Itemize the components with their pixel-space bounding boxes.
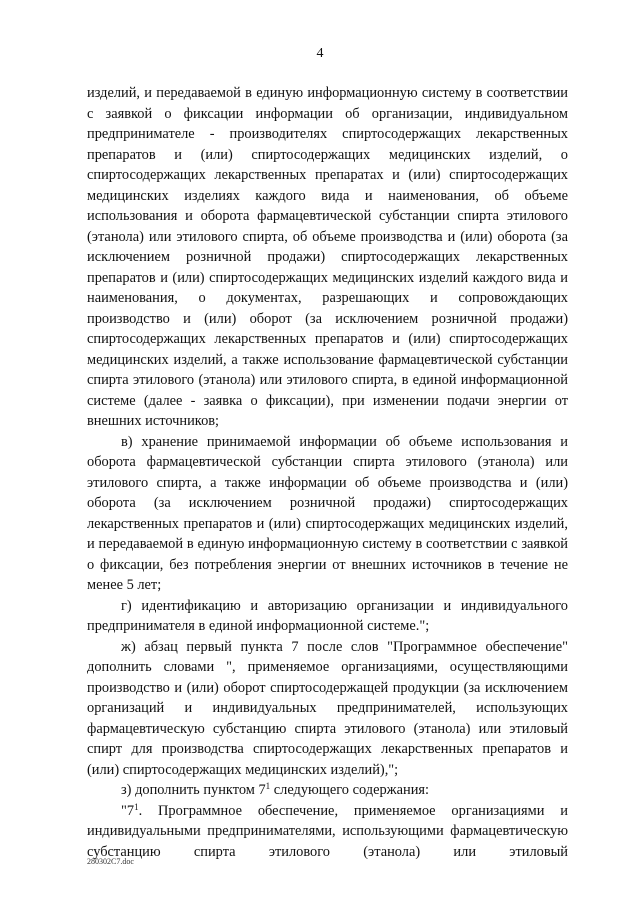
paragraph-item-7-1 (87, 801, 568, 863)
item-z-text-end: следующего содержания: (270, 782, 430, 798)
paragraph-item-g: г) идентификацию и авторизацию организации и индивидуального предпринимателя в единой информационной системе."; (87, 597, 568, 634)
document-body (87, 83, 568, 862)
paragraph-continuation: изделий, и передаваемой в единую информационную систему в соответствии с заявкой о фиксации информации об организации, индивидуальном предпринимателе - производителях спиртосодержащих лекарственных препаратов и (или) спиртосодержащих медицинских изделий, о спиртосодержащих лекарственных препаратах и (или) спиртосодержащих медицинских изделиях каждого вида и наименования, об объеме использования и оборота фармацевтической субстанции спирта этилового (этанола) или этилового спирта, об объеме производства и (или) оборота (за исключением розничной продажи) спиртосодержащих лекарственных препаратов и (или) спиртосодержащих медицинских изделий каждого вида и наименования, о документах, разрешающих и сопровождающих производство и (или) оборот (за исключением розничной продажи) спиртосодержащих лекарственных препаратов и (или) спиртосодержащих медицинских изделий, а также использование фармацевтической субстанции спирта этилового (этанола) или этилового спирта, в единой информационной системе (далее - заявка о фиксации), при изменении подачи энергии от внешних источников; (87, 85, 568, 429)
paragraph-item-zh: ж) абзац первый пункта 7 после слов "Программное обеспечение" дополнить словами ", применяемое организациями, осуществляющими производство и (или) оборот спиртосодержащей продукции (за исключением организаций и индивидуальных предпринимателей, использующих фармацевтическую субстанцию спирта этилового (этанола) или этиловый спирт для производства спиртосодержащих лекарственных препаратов и (или) спиртосодержащих медицинских изделий),"; (87, 638, 568, 778)
item-z-text: з) дополнить пунктом 7 (121, 782, 266, 798)
item-7-1-superscript: 1 (134, 801, 139, 812)
paragraph-item-v: в) хранение принимаемой информации об объеме использования и оборота фармацевтической субстанции спирта этилового (этанола) или этилового спирта, а также информации об объеме производства и (или) оборота (за исключением розничной продажи) спиртосодержащих лекарственных препаратов и (или) спиртосодержащих медицинских изделий, и передаваемой в единую информационную систему в соответствии с заявкой о фиксации, без потребления энергии от внешних источников в течение не менее 5 лет; (87, 433, 568, 593)
paragraph-item-z (87, 780, 568, 801)
item-z-superscript: 1 (265, 781, 271, 791)
page-number: 4 (316, 46, 324, 61)
footer-file-code: 280302C7.doc (87, 857, 134, 866)
item-7-1-number: "7 (121, 802, 135, 819)
item-7-1-text: . Программное обеспечение, применяемое организациями и индивидуальными предпринимателями, использующими фармацевтическую субстанцию спирта этилового (этанола) или этиловый (87, 802, 568, 860)
